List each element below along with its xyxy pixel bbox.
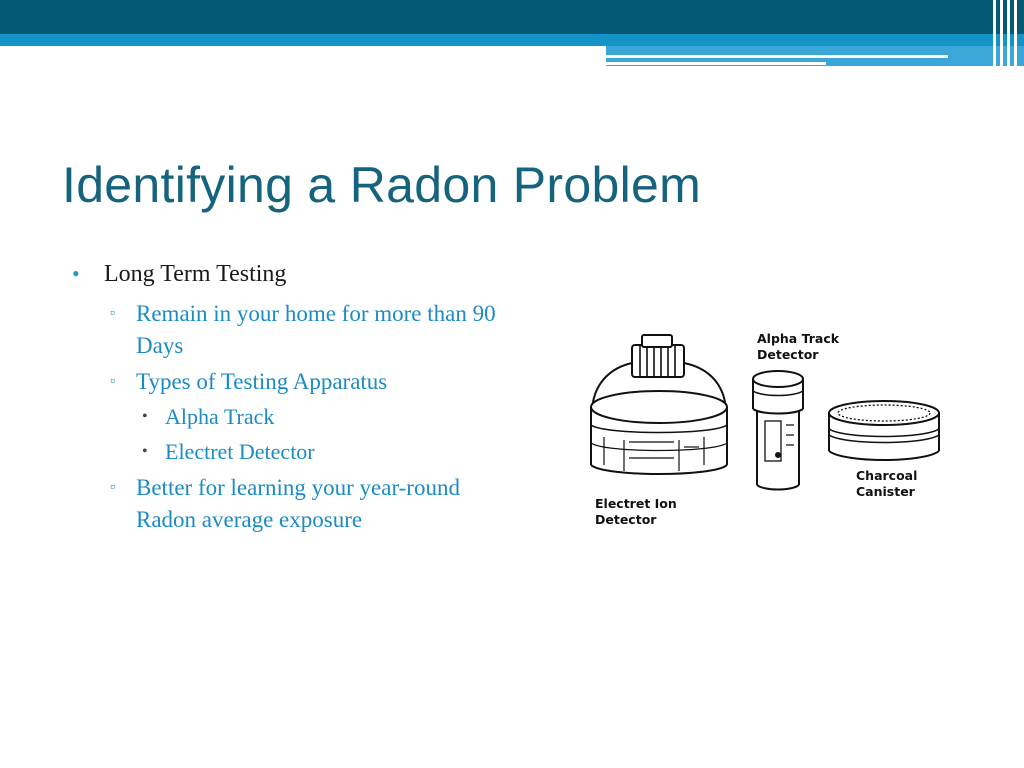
radon-detectors-illustration <box>584 325 954 540</box>
header-edge-stripe <box>993 0 996 72</box>
sub-sub-bullet-item <box>72 401 502 433</box>
alpha-track-detector-shape <box>753 371 803 490</box>
charcoal-canister-shape <box>829 401 939 460</box>
sub-bullet-item <box>72 298 502 362</box>
sub-bullet-item <box>72 472 502 536</box>
label-line: Alpha Track <box>757 331 840 346</box>
sub-sub-bullet-item <box>72 436 502 468</box>
bullet-list <box>72 258 502 536</box>
header-stripe <box>606 62 826 65</box>
sub-sub-bullet-text: Electret Detector <box>165 439 315 464</box>
sub-sub-bullet-text: Alpha Track <box>165 404 275 429</box>
slide-title: Identifying a Radon Problem <box>62 157 702 213</box>
alpha-track-label <box>757 331 839 363</box>
sub-bullet-text: Remain in your home for more than 90 Days <box>136 301 496 358</box>
sub-bullet-marker: ▫ <box>110 374 115 389</box>
electret-ion-label <box>595 496 677 528</box>
sub-bullet-item <box>72 366 502 398</box>
sub-sub-bullet-marker: • <box>142 443 148 460</box>
label-line: Detector <box>757 347 819 362</box>
header-bar-mid <box>0 34 1024 46</box>
sub-bullet-marker: ▫ <box>110 480 115 495</box>
sub-bullet-text: Better for learning your year-round Radon average exposure <box>136 475 460 532</box>
sub-sub-bullet-marker: • <box>142 408 148 425</box>
charcoal-canister-label <box>856 468 917 500</box>
header-edge-stripe <box>1000 0 1003 72</box>
bullet-marker: • <box>72 261 80 286</box>
header-stripe <box>606 55 948 58</box>
sub-bullet-text: Types of Testing Apparatus <box>136 369 388 394</box>
sub-bullet-marker: ▫ <box>110 306 115 321</box>
bullet-item <box>72 258 502 290</box>
label-line: Detector <box>595 512 657 527</box>
label-line: Charcoal <box>856 468 918 483</box>
header-edge-stripe <box>1007 0 1010 72</box>
label-line: Canister <box>856 484 915 499</box>
electret-detector-shape <box>591 335 727 474</box>
header-edge-stripe <box>1014 0 1017 72</box>
header-bar-dark <box>0 0 1024 34</box>
label-line: Electret Ion <box>595 496 677 511</box>
bullet-text: Long Term Testing <box>104 261 287 287</box>
